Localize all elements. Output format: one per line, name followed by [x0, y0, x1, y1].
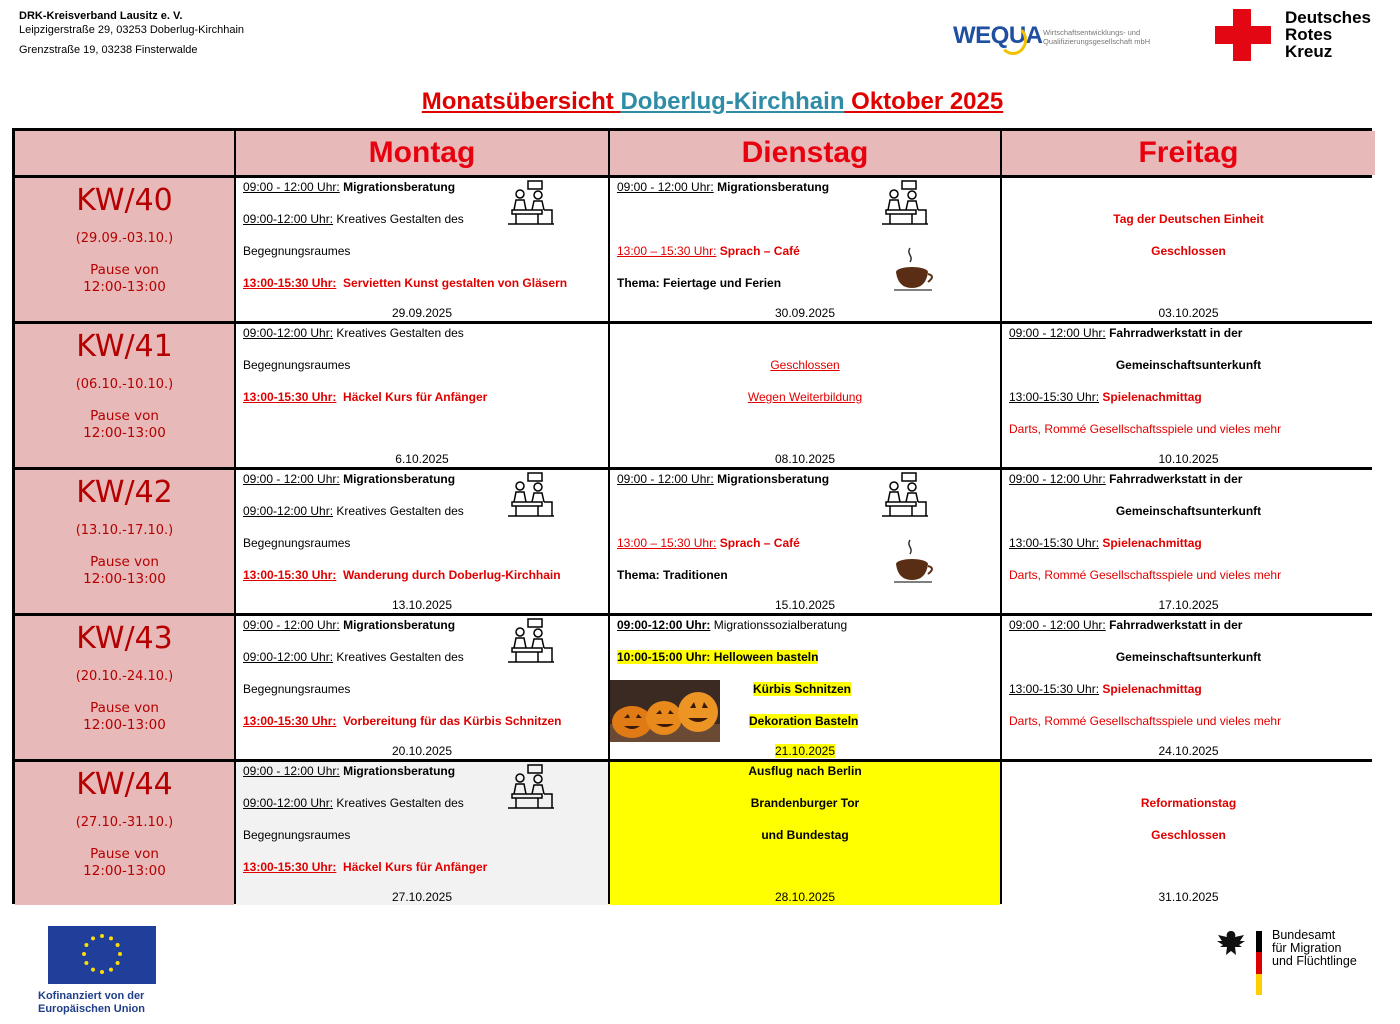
week-range: (06.10.-10.10.)	[75, 377, 174, 392]
tuesday-cell	[610, 324, 1000, 467]
column-header-freitag: Freitag	[1002, 131, 1375, 175]
organization-info	[19, 9, 244, 57]
event-line: Darts, Rommé Gesellschaftsspiele und vieles mehr	[1009, 422, 1282, 436]
page-title	[0, 88, 1400, 116]
monday-cell	[236, 616, 608, 759]
title-part-2: Doberlug-Kirchhain	[620, 88, 845, 115]
event-line: 09:00-12:00 Uhr: Kreatives Gestalten des	[243, 212, 464, 226]
event-line: 09:00 - 12:00 Uhr: Migrationsberatung	[617, 472, 830, 486]
event-line: Begegnungsraumes	[243, 358, 351, 372]
event-line: 09:00 - 12:00 Uhr: Fahrradwerkstatt in der	[1009, 326, 1243, 340]
cell-date: 03.10.2025	[1158, 306, 1219, 320]
event-line: 13:00 – 15:30 Uhr: Sprach – Café	[617, 244, 800, 258]
week-number: KW/43	[76, 621, 173, 656]
halloween-pumpkins-image	[610, 680, 720, 742]
cell-date: 28.10.2025	[774, 890, 836, 904]
pause-text: Pause von 12:00-13:00	[83, 700, 166, 733]
tuesday-cell	[610, 616, 1000, 759]
event-line: Dekoration Basteln	[749, 714, 859, 728]
title-part-3: Oktober 2025	[844, 88, 1004, 115]
week-number: KW/41	[76, 329, 173, 364]
event-line: Kürbis Schnitzen	[753, 682, 852, 696]
event-line: Geschlossen	[1151, 828, 1226, 842]
event-line: Wegen Weiterbildung	[747, 390, 863, 404]
event-line: 13:00-15:30 Uhr: Spielenachmittag	[1009, 390, 1202, 404]
wequa-swoosh-icon	[999, 25, 1027, 55]
event-line: Geschlossen	[1151, 244, 1226, 258]
event-line: Begegnungsraumes	[243, 244, 351, 258]
cell-date: 10.10.2025	[1158, 452, 1219, 466]
week-range: (27.10.-31.10.)	[75, 815, 174, 830]
monday-cell	[236, 178, 608, 321]
event-line: Begegnungsraumes	[243, 682, 351, 696]
week-range: (20.10.-24.10.)	[75, 669, 174, 684]
event-line: 09:00 - 12:00 Uhr: Migrationsberatung	[617, 180, 830, 194]
event-line: Geschlossen	[770, 358, 840, 372]
event-line: Gemeinschaftsunterkunft	[1115, 650, 1262, 664]
drk-logo	[1213, 9, 1393, 64]
friday-cell	[1002, 470, 1375, 613]
cell-date: 24.10.2025	[1158, 744, 1219, 758]
bamf-logo	[1214, 929, 1394, 999]
event-line: 13:00-15:30 Uhr: Wanderung durch Doberlug-Kirchhain	[243, 568, 561, 582]
friday-cell	[1002, 178, 1375, 321]
coffee-cup-icon	[892, 246, 936, 292]
cell-date: 20.10.2025	[391, 744, 453, 758]
friday-cell	[1002, 616, 1375, 759]
monday-cell	[236, 470, 608, 613]
cell-date: 17.10.2025	[1158, 598, 1219, 612]
week-number: KW/42	[76, 475, 173, 510]
event-line: 09:00 - 12:00 Uhr: Migrationsberatung	[243, 180, 456, 194]
week-label-cell	[15, 178, 234, 321]
bamf-text: Bundesamt für Migration und Flüchtlinge	[1272, 928, 1357, 968]
event-line: 09:00 - 12:00 Uhr: Migrationsberatung	[243, 472, 456, 486]
counseling-desk-icon	[508, 180, 556, 226]
event-line: 09:00-12:00 Uhr: Kreatives Gestalten des	[243, 326, 464, 340]
event-line: 13:00-15:30 Uhr: Servietten Kunst gestalten von Gläsern	[243, 276, 568, 290]
event-line: 09:00 - 12:00 Uhr: Fahrradwerkstatt in der	[1009, 618, 1243, 632]
event-line: 09:00-12:00 Uhr: Kreatives Gestalten des	[243, 796, 464, 810]
event-line: Darts, Rommé Gesellschaftsspiele und vieles mehr	[1009, 568, 1282, 582]
drk-line: Kreuz	[1285, 42, 1333, 61]
friday-cell	[1002, 762, 1375, 905]
coffee-cup-icon	[892, 538, 936, 584]
event-line: Gemeinschaftsunterkunft	[1115, 504, 1262, 518]
counseling-desk-icon	[508, 618, 556, 664]
wequa-logo-word: WEQUA	[953, 22, 1043, 49]
event-line: 13:00 – 15:30 Uhr: Sprach – Café	[617, 536, 800, 550]
cell-date: 21.10.2025	[774, 744, 836, 758]
pause-text: Pause von 12:00-13:00	[83, 554, 166, 587]
event-line: Ausflug nach Berlin	[748, 764, 862, 778]
column-header-montag: Montag	[236, 131, 608, 175]
friday-cell	[1002, 324, 1375, 467]
org-address-1: Leipzigerstraße 29, 03253 Doberlug-Kirchhain	[19, 24, 245, 36]
drk-logo-text	[1285, 9, 1371, 60]
title-part-1: Monatsübersicht	[421, 88, 621, 115]
monday-cell	[236, 762, 608, 905]
drk-line: Deutsches	[1285, 8, 1371, 27]
wequa-logo-subtitle: Wirtschaftsentwicklungs- und Qualifizierungsgesellschaft mbH	[1043, 28, 1151, 46]
event-line: Begegnungsraumes	[243, 536, 351, 550]
counseling-desk-icon	[508, 472, 556, 518]
week-label-cell	[15, 762, 234, 905]
event-line: 13:00-15:30 Uhr: Vorbereitung für das Kürbis Schnitzen	[243, 714, 562, 728]
event-line: Begegnungsraumes	[243, 828, 351, 842]
event-line: Reformationstag	[1140, 796, 1237, 810]
cell-date: 15.10.2025	[774, 598, 836, 612]
week-number: KW/44	[76, 767, 173, 802]
cell-date: 08.10.2025	[774, 452, 836, 466]
event-line: 10:00-15:00 Uhr: Helloween basteln	[617, 650, 819, 664]
pause-text: Pause von 12:00-13:00	[83, 846, 166, 879]
pause-text: Pause von 12:00-13:00	[83, 262, 166, 295]
drk-line: Rotes	[1285, 25, 1333, 44]
column-header-dienstag: Dienstag	[610, 131, 1000, 175]
event-line: Thema: Traditionen	[617, 568, 728, 582]
week-label-cell	[15, 470, 234, 613]
cell-date: 27.10.2025	[391, 890, 453, 904]
wequa-logo	[953, 22, 1153, 62]
eu-flag-icon	[48, 926, 156, 984]
event-line: Darts, Rommé Gesellschaftsspiele und vieles mehr	[1009, 714, 1282, 728]
federal-eagle-icon	[1214, 929, 1248, 957]
header-corner	[15, 131, 234, 175]
event-line: Thema: Feiertage und Ferien	[617, 276, 782, 290]
event-line: und Bundestag	[761, 828, 849, 842]
week-label-cell	[15, 324, 234, 467]
event-line: 09:00-12:00 Uhr: Migrationssozialberatung	[617, 618, 848, 632]
monday-cell	[236, 324, 608, 467]
event-line: Brandenburger Tor	[750, 796, 860, 810]
org-name: DRK-Kreisverband Lausitz e. V.	[19, 10, 183, 22]
event-line: Gemeinschaftsunterkunft	[1115, 358, 1262, 372]
event-line: 09:00 - 12:00 Uhr: Fahrradwerkstatt in der	[1009, 472, 1243, 486]
cell-date: 13.10.2025	[391, 598, 453, 612]
event-line: 13:00-15:30 Uhr: Spielenachmittag	[1009, 536, 1202, 550]
schedule-table	[12, 128, 1372, 904]
german-flag-bar-icon	[1256, 931, 1262, 995]
week-number: KW/40	[76, 183, 173, 218]
tuesday-cell	[610, 470, 1000, 613]
event-line: Tag der Deutschen Einheit	[1113, 212, 1264, 226]
cell-date: 29.09.2025	[391, 306, 453, 320]
cell-date: 6.10.2025	[395, 452, 449, 466]
cell-date: 30.09.2025	[774, 306, 836, 320]
red-cross-icon	[1213, 9, 1273, 61]
tuesday-cell	[610, 762, 1000, 905]
week-range: (29.09.-03.10.)	[75, 231, 174, 246]
event-line: 13:00-15:30 Uhr: Häckel Kurs für Anfänger	[243, 390, 488, 404]
week-range: (13.10.-17.10.)	[75, 523, 174, 538]
event-line: 13:00-15:30 Uhr: Spielenachmittag	[1009, 682, 1202, 696]
cell-date: 31.10.2025	[1158, 890, 1219, 904]
event-line: 09:00 - 12:00 Uhr: Migrationsberatung	[243, 618, 456, 632]
tuesday-cell	[610, 178, 1000, 321]
counseling-desk-icon	[882, 472, 930, 518]
week-label-cell	[15, 616, 234, 759]
event-line: 09:00-12:00 Uhr: Kreatives Gestalten des	[243, 504, 464, 518]
eu-caption: Kofinanziert von der Europäischen Union	[38, 990, 145, 1015]
event-line: 09:00-12:00 Uhr: Kreatives Gestalten des	[243, 650, 464, 664]
counseling-desk-icon	[508, 764, 556, 810]
counseling-desk-icon	[882, 180, 930, 226]
event-line: 09:00 - 12:00 Uhr: Migrationsberatung	[243, 764, 456, 778]
pause-text: Pause von 12:00-13:00	[83, 408, 166, 441]
org-address-2: Grenzstraße 19, 03238 Finsterwalde	[19, 44, 198, 56]
event-line: 13:00-15:30 Uhr: Häckel Kurs für Anfänger	[243, 860, 488, 874]
